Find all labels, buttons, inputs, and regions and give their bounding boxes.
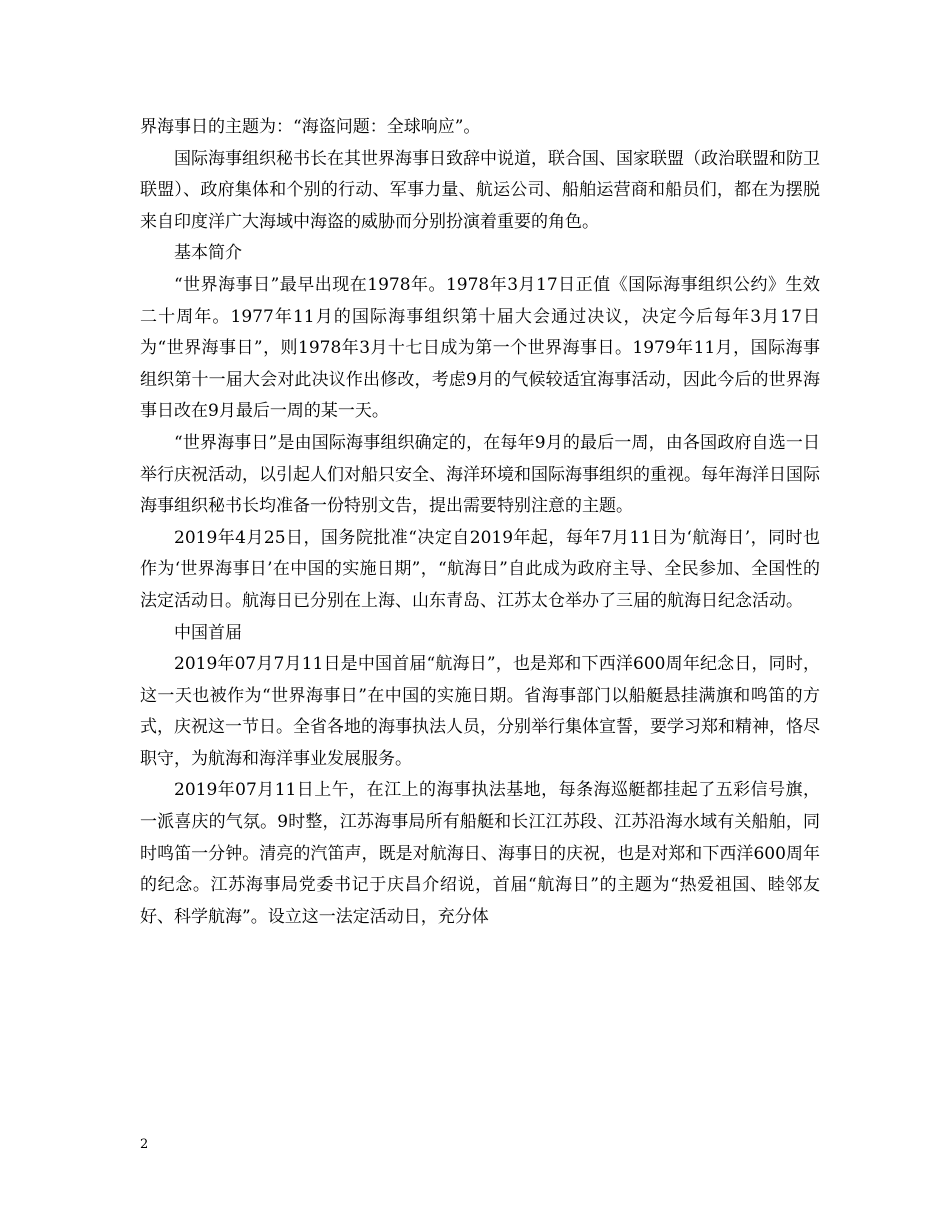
paragraph-first-maritime-day: 2019年07月7月11日是中国首届“航海日”，也是郑和下西洋600周年纪念日，同时，这一天也被作为“世界海事日”在中国的实施日期。省海事部门以船艇悬挂满旗和鸣笛的方式，庆祝这一节日。全省各地的海事执法人员，分别举行集体宣誓，要学习郑和精神，恪尽职守，为航海和海洋事业发展服务。 (140, 654, 820, 769)
paragraph-continuation: 界海事日的主题为：“海盗问题：全球响应”。 (140, 117, 481, 137)
paragraph-secretary-general-speech: 国际海事组织秘书长在其世界海事日致辞中说道，联合国、国家联盟（政治联盟和防卫联盟）、政府集体和个别的行动、军事力量、航运公司、船舶运营商和船员们，都在为摆脱来自印度洋广大海域中海盗的威胁而分别扮演着重要的角色。 (140, 148, 820, 232)
section-heading-china-first: 中国首届 (174, 622, 242, 643)
paragraph-origin-1978: “世界海事日”最早出现在1978年。1978年3月17日正值《国际海事组织公约》生效二十周年。1977年11月的国际海事组织第十届大会通过决议，决定今后每年3月17日为“世界海事日”，则1978年3月十七日成为第一个世界海事日。1979年11月，国际海事组织第十一届大会对此决议作出修改，考虑9月的气候较适宜海事活动，因此今后的世界海事日改在9月最后一周的某一天。 (140, 274, 820, 422)
page-number: 2 (140, 1137, 149, 1152)
paragraph-imo-definition: “世界海事日”是由国际海事组织确定的，在每年9月的最后一周，由各国政府自选一日举行庆祝活动，以引起人们对船只安全、海洋环境和国际海事组织的重视。每年海洋日国际海事组织秘书长均准备一份特别文告，提出需要特别注意的主题。 (140, 432, 820, 517)
section-heading-basic-intro: 基本简介 (174, 243, 242, 264)
body-text (140, 112, 820, 933)
paragraph-state-council-approval: 2019年4月25日，国务院批准“决定自2019年起，每年7月11日为‘航海日’，同时也作为‘世界海事日’在中国的实施日期”，“航海日”自此成为政府主导、全民参加、全国性的法定活动日。航海日已分别在上海、山东青岛、江苏太仓举办了三届的航海日纪念活动。 (140, 527, 820, 611)
paragraph-jiangsu-celebration: 2019年07月11日上午，在江上的海事执法基地，每条海巡艇都挂起了五彩信号旗，一派喜庆的气氛。9时整，江苏海事局所有船艇和长江江苏段、江苏沿海水域有关船舶，同时鸣笛一分钟。清亮的汽笛声，既是对航海日、海事日的庆祝，也是对郑和下西洋600周年的纪念。江苏海事局党委书记于庆昌介绍说，首届“航海日”的主题为“热爱祖国、睦邻友好、科学航海”。设立这一法定活动日，充分体 (140, 780, 820, 927)
